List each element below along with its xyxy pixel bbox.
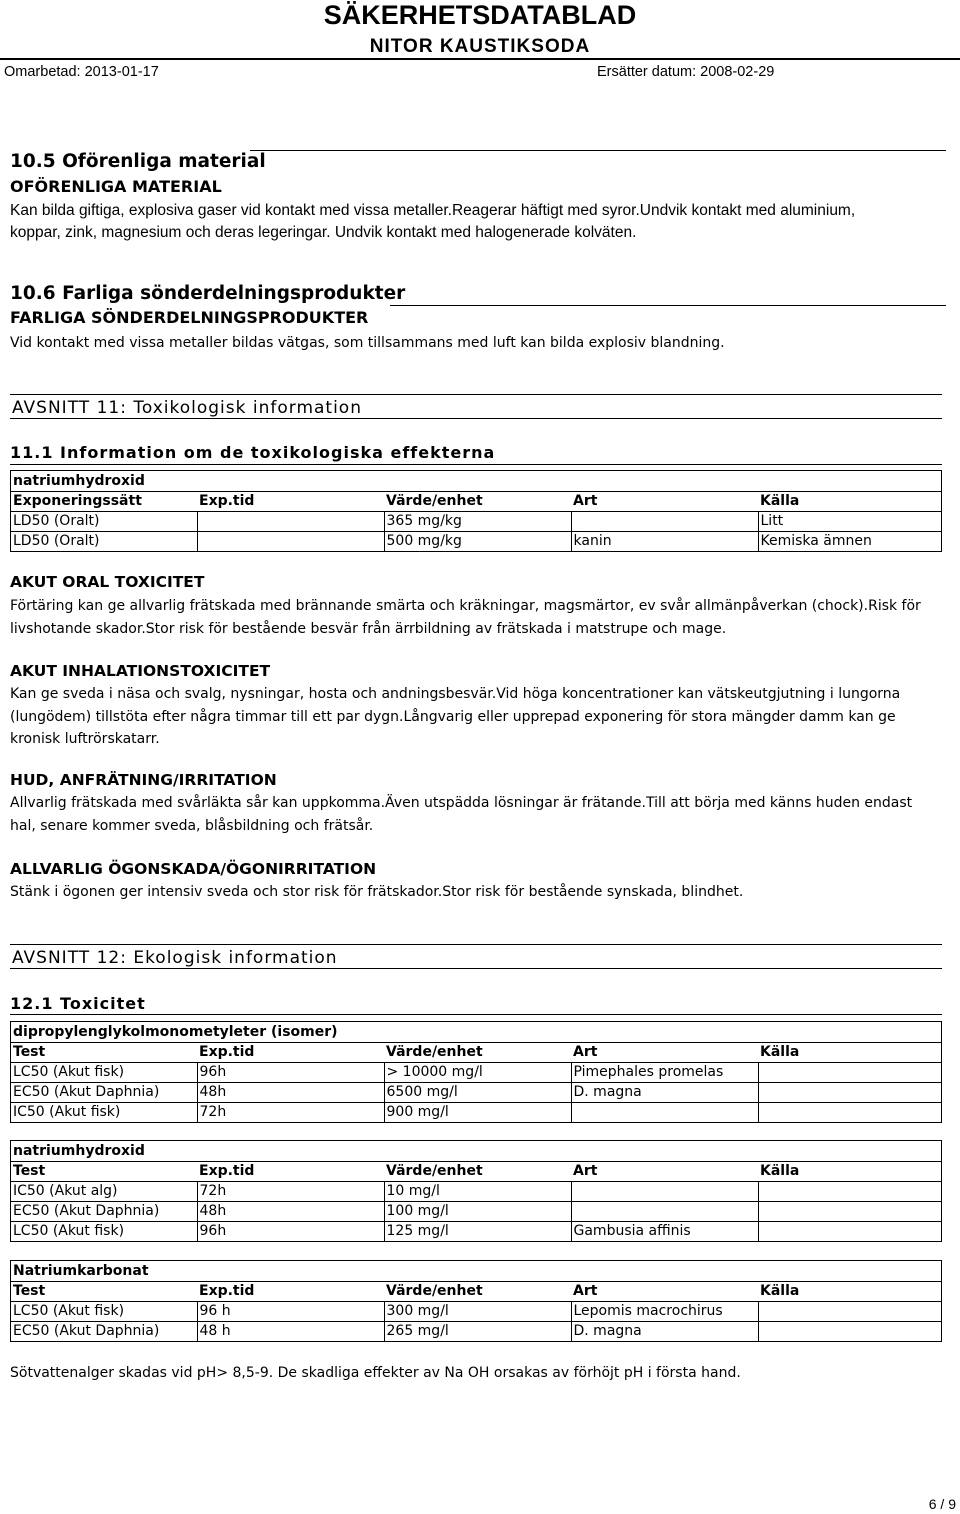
supersedes-label: Ersätter datum: bbox=[597, 64, 697, 80]
eye-irritation-text: Stänk i ögonen ger intensiv sveda och stor risk för frätskador.Stor risk för bestående synskada, blindhet. bbox=[10, 884, 744, 900]
subsection-11-1-title: 11.1 Information om de toxikologiska effekterna bbox=[10, 443, 496, 462]
column-header: Exponeringssätt bbox=[13, 493, 142, 509]
heading-rule-10-6 bbox=[390, 305, 946, 306]
table-cell: 100 mg/l bbox=[384, 1202, 571, 1222]
table-cell: 96 h bbox=[197, 1302, 384, 1322]
column-header: Exp.tid bbox=[199, 1163, 255, 1179]
section-11-top-rule bbox=[10, 394, 942, 395]
revision-date bbox=[4, 64, 159, 80]
column-header: Test bbox=[13, 1044, 46, 1060]
table-cell: 48h bbox=[197, 1202, 384, 1222]
table-cell: > 10000 mg/l bbox=[384, 1063, 571, 1083]
tox-data-table bbox=[11, 492, 941, 551]
inhalation-toxicity-heading: AKUT INHALATIONSTOXICITET bbox=[10, 662, 271, 680]
table-cell: EC50 (Akut Daphnia) bbox=[11, 1322, 197, 1342]
table-cell: 500 mg/kg bbox=[384, 532, 571, 552]
column-header: Värde/enhet bbox=[386, 1044, 483, 1060]
freshwater-note: Sötvattenalger skadas vid pH> 8,5-9. De skadliga effekter av Na OH orsakas av förhöjt pH i första hand. bbox=[10, 1365, 741, 1381]
table-cell: Lepomis macrochirus bbox=[571, 1302, 758, 1322]
table-cell: kanin bbox=[571, 532, 758, 552]
table-cell bbox=[197, 532, 384, 552]
table-cell bbox=[758, 1322, 941, 1342]
table-row bbox=[11, 1202, 941, 1222]
eco-table-dipropylenglykol bbox=[10, 1021, 942, 1123]
table-row bbox=[11, 1302, 941, 1322]
heading-10-6: 10.6 Farliga sönderdelningsprodukter bbox=[10, 283, 406, 304]
table-row bbox=[11, 532, 941, 552]
table-cell: 96h bbox=[197, 1063, 384, 1083]
heading-rule-10-5 bbox=[250, 150, 946, 151]
table-cell: 125 mg/l bbox=[384, 1222, 571, 1242]
table-cell bbox=[758, 1083, 941, 1103]
oral-toxicity-heading: AKUT ORAL TOXICITET bbox=[10, 573, 205, 591]
heading-10-5: 10.5 Oförenliga material bbox=[10, 151, 266, 172]
table-substance-name: Natriumkarbonat bbox=[11, 1261, 941, 1282]
supersedes-date bbox=[597, 64, 774, 80]
table-cell bbox=[758, 1103, 941, 1123]
table-cell: LC50 (Akut fisk) bbox=[11, 1302, 197, 1322]
section-11-title: AVSNITT 11: Toxikologisk information bbox=[12, 398, 362, 418]
text-10-6: Vid kontakt med vissa metaller bildas vätgas, som tillsammans med luft kan bilda explosiv blandning. bbox=[10, 335, 725, 351]
table-substance-name: natriumhydroxid bbox=[11, 1141, 941, 1162]
table-cell: 365 mg/kg bbox=[384, 512, 571, 532]
column-header: Värde/enhet bbox=[386, 1283, 483, 1299]
table-cell: LC50 (Akut fisk) bbox=[11, 1222, 197, 1242]
table-header-row bbox=[11, 1043, 941, 1063]
table-header-row bbox=[11, 1282, 941, 1302]
table-cell: 900 mg/l bbox=[384, 1103, 571, 1123]
table-cell: 72h bbox=[197, 1103, 384, 1123]
table-cell bbox=[758, 1182, 941, 1202]
table-cell bbox=[571, 1182, 758, 1202]
table-row bbox=[11, 1322, 941, 1342]
table-row bbox=[11, 1222, 941, 1242]
table-cell: EC50 (Akut Daphnia) bbox=[11, 1202, 197, 1222]
table-row bbox=[11, 1083, 941, 1103]
table-cell bbox=[758, 1222, 941, 1242]
column-header: Art bbox=[573, 1283, 598, 1299]
header-divider bbox=[0, 58, 960, 60]
subsection-12-1-rule bbox=[10, 1014, 942, 1015]
table-cell: Litt bbox=[758, 512, 941, 532]
column-header: Källa bbox=[760, 1283, 800, 1299]
inhalation-toxicity-text: Kan ge sveda i näsa och svalg, nysningar, hosta och andningsbesvär.Vid höga koncentrationer kan vätskeutgjutning i lungorna (lungödem) tillstöta efter några timmar till ett par dygn.Långvarig eller upprepad exponering för stora mängder damm kan ge kronisk luftrörskatarr. bbox=[10, 686, 901, 747]
table-row bbox=[11, 512, 941, 532]
eco-table-natriumkarbonat bbox=[10, 1260, 942, 1342]
product-name: NITOR KAUSTIKSODA bbox=[369, 36, 591, 57]
table-row bbox=[11, 1182, 941, 1202]
column-header: Exp.tid bbox=[199, 1283, 255, 1299]
subheading-10-5: OFÖRENLIGA MATERIAL bbox=[10, 177, 222, 196]
table-cell bbox=[197, 512, 384, 532]
skin-irritation-text: Allvarlig frätskada med svårläkta sår kan uppkomma.Även utspädda lösningar är frätande.Till att börja med känns huden endast hal, senare kommer sveda, blåsbildning och frätsår. bbox=[10, 795, 913, 834]
table-cell bbox=[571, 1202, 758, 1222]
table-cell bbox=[571, 512, 758, 532]
table-cell: 6500 mg/l bbox=[384, 1083, 571, 1103]
section-12-top-rule bbox=[10, 944, 942, 945]
table-cell: 300 mg/l bbox=[384, 1302, 571, 1322]
table-row bbox=[11, 1103, 941, 1123]
table-cell: LC50 (Akut fisk) bbox=[11, 1063, 197, 1083]
eco-table-natriumhydroxid bbox=[10, 1140, 942, 1242]
table-cell: Kemiska ämnen bbox=[758, 532, 941, 552]
skin-irritation-heading: HUD, ANFRÄTNING/IRRITATION bbox=[10, 771, 277, 789]
table-cell: 10 mg/l bbox=[384, 1182, 571, 1202]
table-cell: 48h bbox=[197, 1083, 384, 1103]
revision-label: Omarbetad: bbox=[4, 64, 81, 80]
table-cell bbox=[758, 1063, 941, 1083]
subheading-10-6: FARLIGA SÖNDERDELNINGSPRODUKTER bbox=[10, 308, 369, 327]
table-cell: Pimephales promelas bbox=[571, 1063, 758, 1083]
table-cell: 96h bbox=[197, 1222, 384, 1242]
table-cell bbox=[758, 1302, 941, 1322]
document-title: SÄKERHETSDATABLAD bbox=[323, 0, 637, 30]
eco-data-table bbox=[11, 1282, 941, 1341]
eco-data-table bbox=[11, 1043, 941, 1122]
column-header: Källa bbox=[760, 1163, 800, 1179]
table-cell: 48 h bbox=[197, 1322, 384, 1342]
column-header: Källa bbox=[760, 1044, 800, 1060]
eco-data-table bbox=[11, 1162, 941, 1241]
column-header: Källa bbox=[760, 493, 800, 509]
column-header: Art bbox=[573, 1044, 598, 1060]
table-cell: LD50 (Oralt) bbox=[11, 532, 197, 552]
table-cell: 265 mg/l bbox=[384, 1322, 571, 1342]
column-header: Värde/enhet bbox=[386, 1163, 483, 1179]
table-header-row bbox=[11, 492, 941, 512]
column-header: Test bbox=[13, 1163, 46, 1179]
table-substance-name: dipropylenglykolmonometyleter (isomer) bbox=[11, 1022, 941, 1043]
table-row bbox=[11, 1063, 941, 1083]
section-11-bottom-rule bbox=[10, 418, 942, 419]
subsection-11-1-rule bbox=[10, 464, 942, 465]
table-cell: D. magna bbox=[571, 1322, 758, 1342]
section-12-bottom-rule bbox=[10, 968, 942, 969]
table-cell: IC50 (Akut alg) bbox=[11, 1182, 197, 1202]
column-header: Art bbox=[573, 493, 598, 509]
section-12-title: AVSNITT 12: Ekologisk information bbox=[12, 948, 338, 968]
revision-value: 2013-01-17 bbox=[84, 64, 159, 80]
page-number: 6 / 9 bbox=[928, 1496, 956, 1512]
table-cell bbox=[758, 1202, 941, 1222]
table-header-row bbox=[11, 1162, 941, 1182]
tox-table-natriumhydroxid bbox=[10, 470, 942, 552]
table-substance-name: natriumhydroxid bbox=[11, 471, 941, 492]
column-header: Värde/enhet bbox=[386, 493, 483, 509]
table-cell: 72h bbox=[197, 1182, 384, 1202]
table-cell: Gambusia affinis bbox=[571, 1222, 758, 1242]
column-header: Art bbox=[573, 1163, 598, 1179]
column-header: Exp.tid bbox=[199, 493, 255, 509]
column-header: Test bbox=[13, 1283, 46, 1299]
table-cell: EC50 (Akut Daphnia) bbox=[11, 1083, 197, 1103]
table-cell: IC50 (Akut fisk) bbox=[11, 1103, 197, 1123]
supersedes-value: 2008-02-29 bbox=[700, 64, 775, 80]
column-header: Exp.tid bbox=[199, 1044, 255, 1060]
eye-irritation-heading: ALLVARLIG ÖGONSKADA/ÖGONIRRITATION bbox=[10, 860, 377, 878]
table-cell: LD50 (Oralt) bbox=[11, 512, 197, 532]
table-cell: D. magna bbox=[571, 1083, 758, 1103]
text-10-5: Kan bilda giftiga, explosiva gaser vid kontakt med vissa metaller.Reagerar häftigt med syror.Undvik kontakt med aluminium, koppar, zink, magnesium och deras legeringar. Undvik kontakt med halogenerade kolväten. bbox=[10, 202, 856, 241]
subsection-12-1-title: 12.1 Toxicitet bbox=[10, 994, 146, 1013]
oral-toxicity-text: Förtäring kan ge allvarlig frätskada med brännande smärta och kräkningar, magsmärtor, ev svår allmänpåverkan (chock).Risk för livshotande skador.Stor risk för bestående besvär från ärrbildning av frätskada i matstrupe och mage. bbox=[10, 598, 921, 637]
table-cell bbox=[571, 1103, 758, 1123]
